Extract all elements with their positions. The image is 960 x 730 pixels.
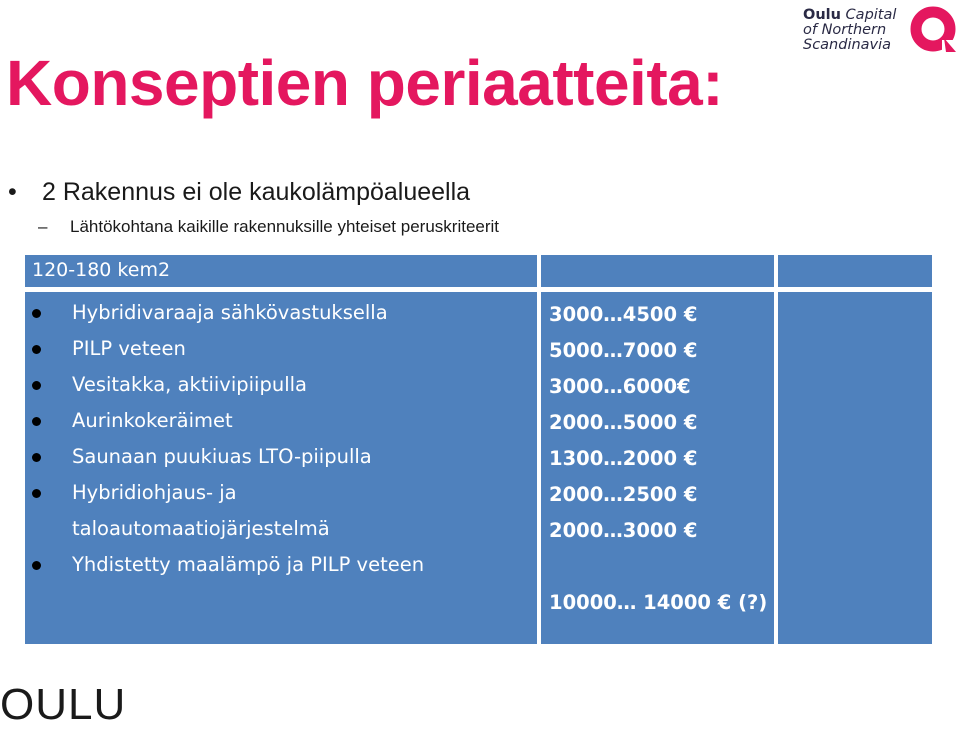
bullet-dot-icon: •	[8, 178, 17, 206]
bullet-icon	[32, 453, 41, 462]
price-value: 1300…2000 €	[549, 447, 698, 470]
logo-line3: Scandinavia	[803, 37, 892, 53]
price-value: 2000…5000 €	[549, 411, 698, 434]
list-item-continuation: taloautomaatiojärjestelmä	[72, 517, 330, 540]
table-body-cell-3	[778, 292, 932, 644]
main-bullet	[8, 178, 470, 207]
price-value: 3000…6000€	[549, 375, 691, 398]
list-item: Vesitakka, aktiivipiipulla	[32, 373, 307, 396]
list-item: Hybridiohjaus- ja	[32, 481, 237, 504]
dash-icon: –	[38, 217, 48, 236]
oulu-footer-logo: OULU	[0, 680, 127, 729]
logo-text	[803, 8, 918, 53]
bullet-icon	[32, 381, 41, 390]
list-item: Yhdistetty maalämpö ja PILP veteen	[32, 553, 424, 576]
logo-line1-rest: Capital	[840, 7, 897, 23]
table-header-cell-3	[778, 255, 932, 287]
bullet-icon	[32, 561, 41, 570]
bullet-icon	[32, 345, 41, 354]
sub-bullet-text: Lähtökohtana kaikille rakennuksille yhteiset peruskriteerit	[70, 217, 500, 236]
list-item: Hybridivaraaja sähkövastuksella	[32, 301, 388, 324]
table-header-cell-2	[541, 255, 774, 287]
oulu-logo-icon	[904, 4, 960, 56]
list-item: Saunaan puukiuas LTO-piipulla	[32, 445, 372, 468]
price-value: 5000…7000 €	[549, 339, 698, 362]
price-value: 10000… 14000 € (?)	[549, 591, 768, 614]
logo-line2: of Northern	[803, 22, 887, 38]
table-header: 120-180 kem2	[32, 259, 171, 281]
main-bullet-text: 2 Rakennus ei ole kaukolämpöalueella	[42, 178, 471, 206]
page-title: Konseptien periaatteita:	[6, 47, 724, 119]
logo-line1-bold: Oulu	[803, 7, 841, 23]
price-value: 2000…3000 €	[549, 519, 698, 542]
price-value: 2000…2500 €	[549, 483, 698, 506]
sub-bullet	[38, 217, 499, 237]
price-value: 3000…4500 €	[549, 303, 698, 326]
bullet-icon	[32, 417, 41, 426]
bullet-icon	[32, 489, 41, 498]
bullet-icon	[32, 309, 41, 318]
list-item: PILP veteen	[32, 337, 186, 360]
list-item: Aurinkokeräimet	[32, 409, 233, 432]
